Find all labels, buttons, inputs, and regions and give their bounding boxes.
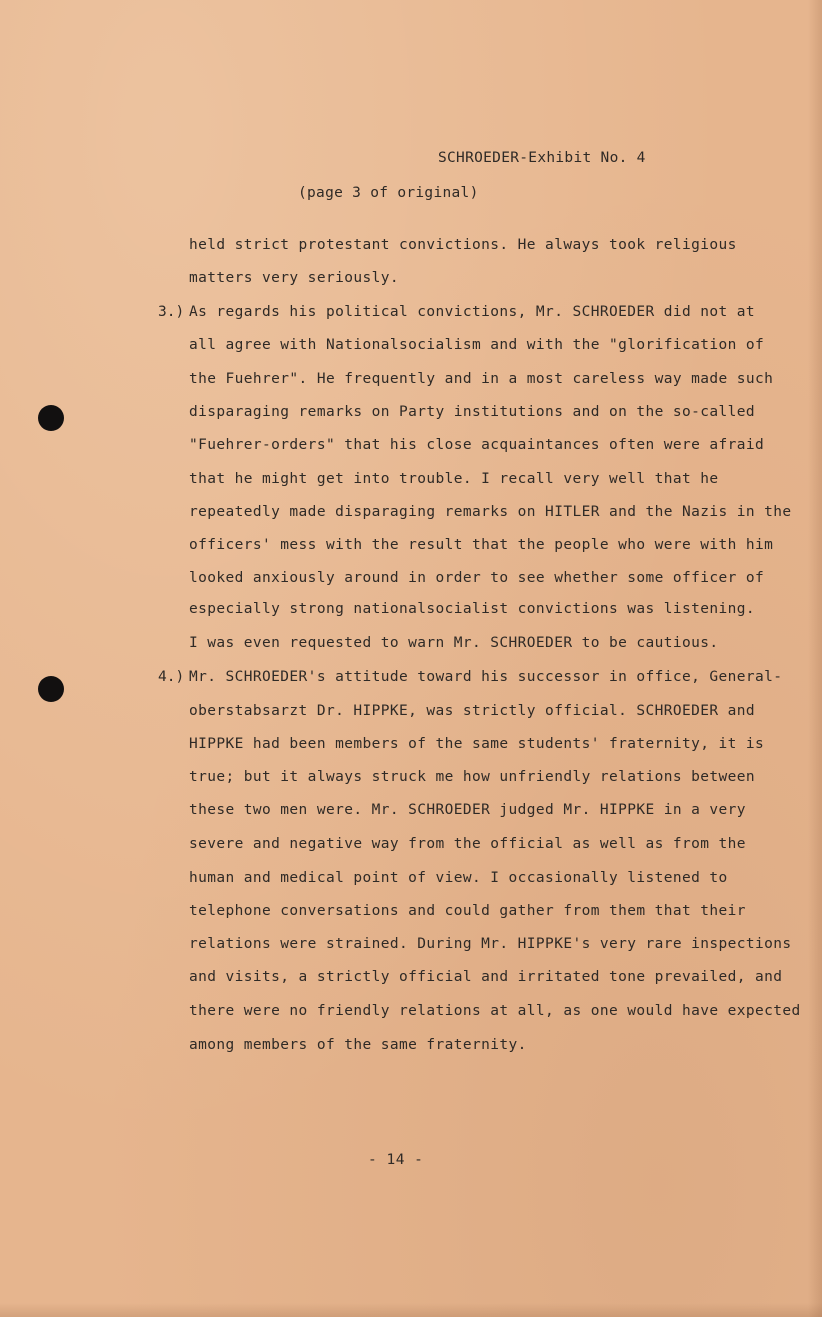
text-line: held strict protestant convictions. He always took religious bbox=[189, 237, 737, 253]
text-line: I was even requested to warn Mr. SCHROEDER to be cautious. bbox=[189, 635, 719, 651]
text-line: repeatedly made disparaging remarks on HITLER and the Nazis in the bbox=[189, 504, 792, 520]
text-line: that he might get into trouble. I recall very well that he bbox=[189, 471, 719, 487]
text-line: oberstabsarzt Dr. HIPPKE, was strictly official. SCHROEDER and bbox=[189, 703, 756, 719]
text-line: officers' mess with the result that the people who were with him bbox=[189, 537, 774, 553]
text-line: HIPPKE had been members of the same students' fraternity, it is bbox=[189, 736, 765, 752]
page-number: - 14 - bbox=[368, 1152, 424, 1168]
text-line: relations were strained. During Mr. HIPPKE's very rare inspections bbox=[189, 936, 792, 952]
text-line: there were no friendly relations at all, as one would have expected bbox=[189, 1003, 801, 1019]
page-edge-shadow-bottom bbox=[0, 1303, 822, 1317]
punch-hole bbox=[38, 676, 64, 702]
text-line: severe and negative way from the official as well as from the bbox=[189, 836, 746, 852]
text-line: telephone conversations and could gather from them that their bbox=[189, 903, 746, 919]
text-line: looked anxiously around in order to see whether some officer of bbox=[189, 570, 765, 586]
text-line: these two men were. Mr. SCHROEDER judged Mr. HIPPKE in a very bbox=[189, 802, 746, 818]
text-line: and visits, a strictly official and irritated tone prevailed, and bbox=[189, 969, 783, 985]
text-line: As regards his political convictions, Mr. SCHROEDER did not at bbox=[189, 304, 756, 320]
punch-hole bbox=[38, 405, 64, 431]
page-note: (page 3 of original) bbox=[298, 185, 479, 201]
text-line: disparaging remarks on Party institutions and on the so-called bbox=[189, 404, 756, 420]
text-line: all agree with Nationalsocialism and with the "glorification of bbox=[189, 337, 765, 353]
paragraph-number: 3.) bbox=[158, 304, 185, 320]
text-line: Mr. SCHROEDER's attitude toward his successor in office, General- bbox=[189, 669, 783, 685]
page-edge-shadow bbox=[808, 0, 822, 1317]
text-line: matters very seriously. bbox=[189, 270, 399, 286]
text-line: especially strong nationalsocialist convictions was listening. bbox=[189, 601, 756, 617]
text-line: human and medical point of view. I occasionally listened to bbox=[189, 870, 728, 886]
text-line: "Fuehrer-orders" that his close acquaintances often were afraid bbox=[189, 437, 765, 453]
paragraph-number: 4.) bbox=[158, 669, 185, 685]
text-line: among members of the same fraternity. bbox=[189, 1037, 527, 1053]
text-line: true; but it always struck me how unfriendly relations between bbox=[189, 769, 756, 785]
exhibit-label: SCHROEDER-Exhibit No. 4 bbox=[438, 150, 646, 166]
text-line: the Fuehrer". He frequently and in a most careless way made such bbox=[189, 371, 774, 387]
